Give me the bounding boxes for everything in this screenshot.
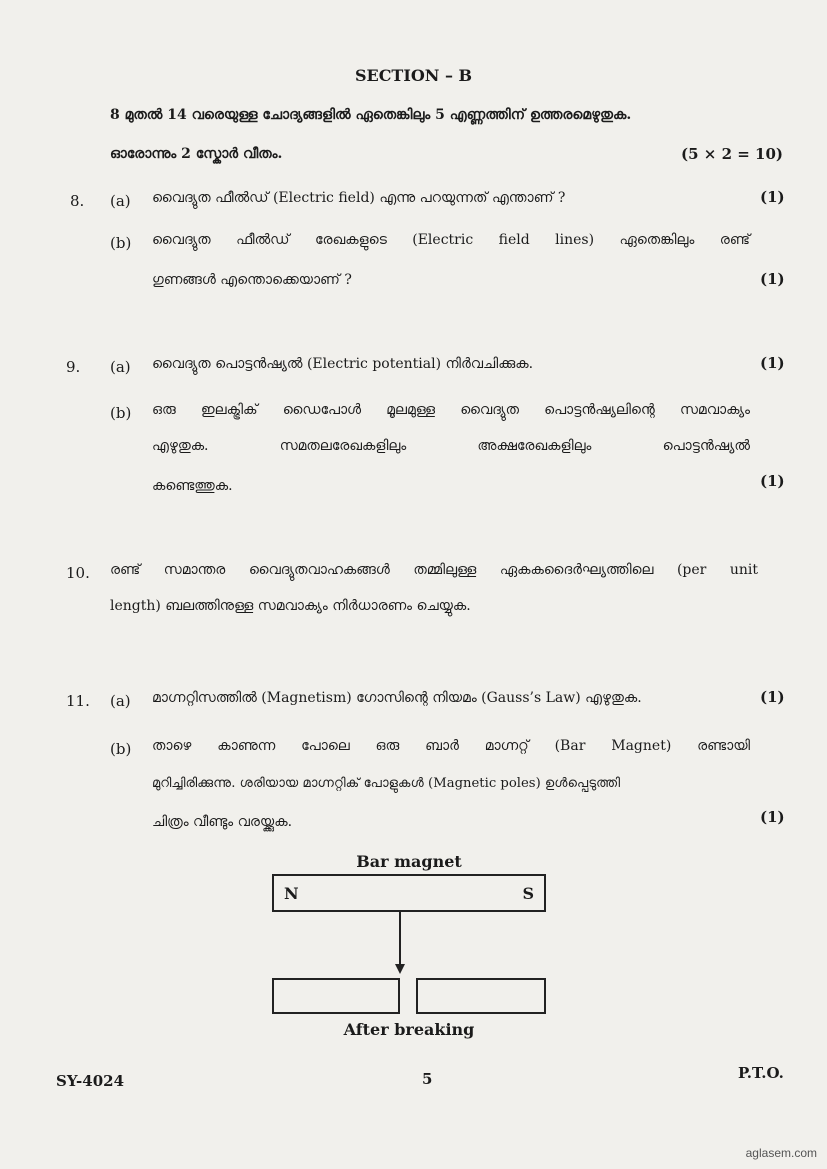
instructions-line-1: 8 മുതൽ 14 വരെയുള്ള ചോദ്യങ്ങളിൽ ഏതെങ്കിലും 5 എണ്ണത്തിന് ഉത്തരമെഴുതുക. bbox=[110, 107, 632, 123]
paper-code: SY-4024 bbox=[56, 1072, 125, 1090]
broken-magnet-left bbox=[272, 978, 400, 1014]
question-8-number: 8. bbox=[70, 192, 85, 210]
question-10-number: 10. bbox=[66, 564, 90, 582]
question-11b-label: (b) bbox=[110, 740, 132, 758]
question-8b-line-1: വൈദ്യുത ഫീൽഡ് രേഖകളുടെ (Electric field lines) ഏതെങ്കിലും രണ്ട് bbox=[152, 232, 750, 248]
question-9b-line-1: ഒരു ഇലക്ട്രിക് ഡൈപോൾ മൂലമുള്ള വൈദ്യുത പൊട്ടൻഷ്യലിന്റെ സമവാക്യം bbox=[152, 402, 750, 418]
question-9a-label: (a) bbox=[110, 358, 131, 376]
question-9-number: 9. bbox=[66, 358, 81, 376]
south-pole-label: S bbox=[522, 884, 534, 903]
question-11b-line-1: താഴെ കാണുന്ന പോലെ ഒരു ബാർ മാഗ്നറ്റ് (Bar Magnet) രണ്ടായി bbox=[152, 738, 750, 754]
north-pole-label: N bbox=[284, 884, 299, 903]
question-10-line-1: രണ്ട് സമാന്തര വൈദ്യുതവാഹകങ്ങൾ തമ്മിലുള്ള ഏകകദൈർഘ്യത്തിലെ (per unit bbox=[110, 562, 758, 578]
question-8a-label: (a) bbox=[110, 192, 131, 210]
question-8b-line-2: ഗുണങ്ങൾ എന്തൊക്കെയാണ് ? bbox=[152, 272, 352, 288]
figure-caption: After breaking bbox=[343, 1020, 475, 1039]
question-9b-mark: (1) bbox=[760, 472, 785, 490]
question-9a-text: വൈദ്യുത പൊട്ടൻഷ്യൽ (Electric potential) നിർവചിക്കുക. bbox=[152, 356, 534, 372]
question-11a-label: (a) bbox=[110, 692, 131, 710]
question-8a-mark: (1) bbox=[760, 188, 785, 206]
question-11a-mark: (1) bbox=[760, 688, 785, 706]
question-8a-text: വൈദ്യുത ഫീൽഡ് (Electric field) എന്നു പറയുന്നത് എന്താണ് ? bbox=[152, 190, 566, 206]
instructions-line-2: ഓരോന്നും 2 സ്കോർ വീതം. bbox=[110, 146, 283, 162]
watermark-text: aglasem.com bbox=[745, 1146, 817, 1160]
section-title: SECTION – B bbox=[354, 66, 473, 85]
bar-magnet bbox=[272, 874, 546, 912]
down-arrow-icon bbox=[390, 912, 410, 978]
pto-label: P.T.O. bbox=[738, 1064, 784, 1082]
question-8b-label: (b) bbox=[110, 234, 132, 252]
question-9b-line-2: എഴുതുക. സമതലരേഖകളിലും അക്ഷരേഖകളിലും പൊട്ടൻഷ്യൽ bbox=[152, 438, 750, 454]
question-8b-mark: (1) bbox=[760, 270, 785, 288]
question-9b-label: (b) bbox=[110, 404, 132, 422]
question-9b-line-3: കണ്ടെത്തുക. bbox=[152, 478, 233, 494]
broken-magnet-right bbox=[416, 978, 546, 1014]
question-11b-mark: (1) bbox=[760, 808, 785, 826]
question-10-line-2: length) ബലത്തിനുള്ള സമവാക്യം നിർധാരണം ചെയ്യുക. bbox=[110, 598, 471, 614]
question-11-number: 11. bbox=[66, 692, 90, 710]
question-9a-mark: (1) bbox=[760, 354, 785, 372]
page-number: 5 bbox=[422, 1070, 433, 1088]
question-11b-line-3: ചിത്രം വീണ്ടും വരയ്ക്കുക. bbox=[152, 814, 293, 830]
instructions-score: (5 × 2 = 10) bbox=[681, 145, 783, 163]
question-11b-line-2: മുറിച്ചിരിക്കുന്നു. ശരിയായ മാഗ്നറ്റിക് പോളുകൾ (Magnetic poles) ഉൾപ്പെടുത്തി bbox=[152, 776, 621, 791]
question-11a-text: മാഗ്നറ്റിസത്തിൽ (Magnetism) ഗോസിന്റെ നിയമം (Gauss’s Law) എഴുതുക. bbox=[152, 690, 642, 706]
figure-title: Bar magnet bbox=[356, 852, 462, 871]
